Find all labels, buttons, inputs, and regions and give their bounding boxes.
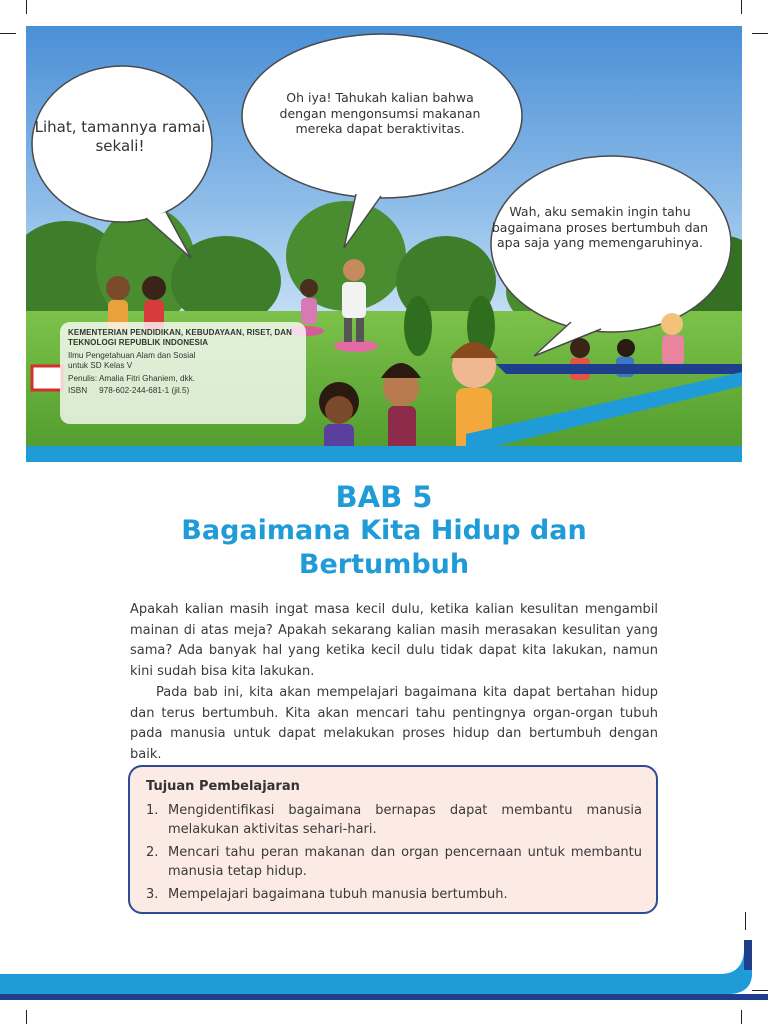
subject-line: Ilmu Pengetahuan Alam dan Sosial [68,351,196,360]
ministry-name: KEMENTERIAN PENDIDIKAN, KEBUDAYAAN, RISET, DAN TEKNOLOGI REPUBLIK INDONESIA [68,328,293,347]
goal-text: Mempelajari bagaimana tubuh manusia bertumbuh. [168,887,508,902]
intro-paragraph-2: Pada bab ini, kita akan mempelajari bagaimana kita dapat bertahan hidup dan terus bertumbuh. Kita akan mencari tahu pentingnya organ-organ tubuh pada manusia untuk dapat melakukan proses hidup dan bertumbuh dengan baik. [130,685,658,762]
chapter-title: Bagaimana Kita Hidup dan Bertumbuh [181,515,587,580]
grade-line: untuk SD Kelas V [68,361,133,371]
crop-mark [752,33,768,34]
isbn-value: 978-602-244-681-1 (jil.5) [99,385,190,395]
crop-mark [745,912,746,930]
blue-stripe [26,446,742,462]
cover-illustration [26,26,742,462]
learning-goal-item [146,885,642,904]
crop-mark [741,0,742,14]
topiary-shape [404,296,432,356]
chapter-number: BAB 5 [335,480,433,514]
goal-text: Mengidentifikasi bagaimana bernapas dapat membantu manusia melakukan aktivitas sehari-hari. [168,803,642,837]
crop-mark [26,0,27,14]
intro-paragraph: Apakah kalian masih ingat masa kecil dulu, ketika kalian kesulitan mengambil mainan di atas meja? Apakah sekarang kalian masih merasakan kesulitan yang sama? Ada banyak hal yang ketika kecil dulu tidak dapat kita lakukan, namun kini sudah bisa kita lakukan. [130,602,658,679]
learning-goals-title: Tujuan Pembelajaran [146,779,300,794]
goal-number: 2. [146,845,159,860]
speech-bubble-text-3: Wah, aku semakin ingin tahu bagaimana proses bertumbuh dan apa saja yang memengaruhinya. [491,204,709,251]
goal-text: Mencari tahu peran makanan dan organ pencernaan untuk membantu manusia tetap hidup. [168,845,642,879]
speech-bubble-text-1: Lihat, tamannya ramai sekali! [34,118,206,155]
isbn-line [68,386,298,396]
learning-goal-item [146,843,642,881]
learning-goal-item [146,801,642,839]
blue-stripe [496,364,742,374]
crop-mark [741,1010,742,1024]
crop-mark [26,1010,27,1024]
author-line: Penulis: Amalia Fitri Ghaniem, dkk. [68,373,195,383]
book-info-box [60,322,306,424]
child-character [300,279,318,324]
crop-mark [0,33,16,34]
speech-bubble-text-2: Oh iya! Tahukah kalian bahwa dengan mengonsumsi makanan mereka dapat beraktivitas. [279,90,481,137]
bottom-decorative-band [0,940,768,1000]
picnic-blanket [32,366,62,390]
isbn-label: ISBN [68,385,88,395]
learning-goals-box [128,765,658,914]
goal-number: 1. [146,803,159,818]
goal-number: 3. [146,887,159,902]
child-character [661,313,684,365]
